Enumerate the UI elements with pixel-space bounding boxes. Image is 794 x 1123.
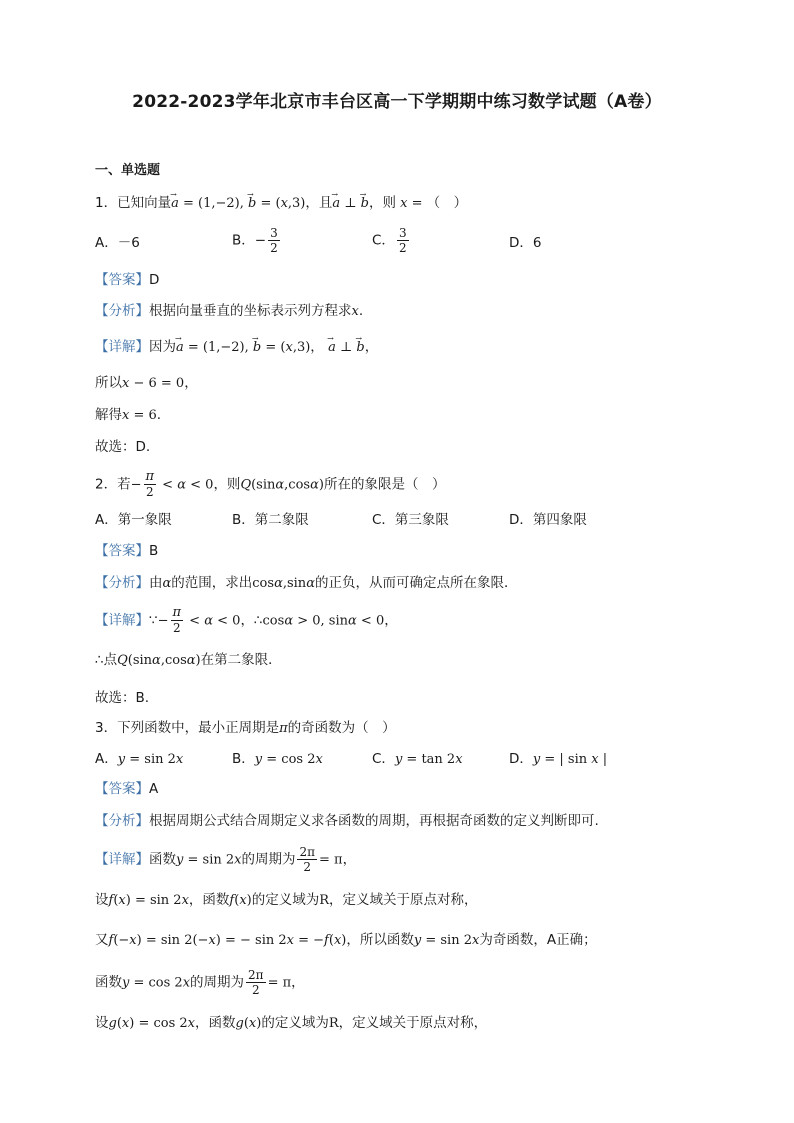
q3-option-b: B．y = cos 2x <box>232 751 323 767</box>
q1-option-c: C． $\frac{3}{2}$ <box>372 226 407 255</box>
q2-option-a: A．第一象限 <box>95 512 172 528</box>
q1-detail-line-2: 所以x − 6 = 0， <box>95 375 198 391</box>
q3-option-d: D．y = | sin x | <box>509 751 608 767</box>
section-heading: 一、单选题 <box>95 163 161 178</box>
q1-detail-line-3: 解得x = 6. <box>95 407 162 423</box>
q2-option-b: B．第二象限 <box>232 512 309 528</box>
q3-detail: 【详解】函数y = sin 2x的周期为 $\frac{2\pi}{2}$ = π， <box>95 845 357 874</box>
q2-conclusion: ∴点Q(sinα,cosα)在第二象限． <box>95 652 282 668</box>
q3-answer: 【答案】A <box>95 781 159 797</box>
q2-analysis: 【分析】由α的范围，求出cosα,sinα的正负，从而可确定点所在象限． <box>95 575 518 591</box>
q1-option-d: D．6 <box>509 235 542 251</box>
q3-analysis: 【分析】根据周期公式结合周期定义求各函数的周期，再根据奇函数的定义判断即可. <box>95 813 599 829</box>
q1-answer: 【答案】D <box>95 272 160 288</box>
q1-detail: 【详解】因为→ a = (1,−2), → b = (x,3)， → a ⊥ → b， <box>95 337 378 358</box>
question-2-stem: 2．若− $\frac{\pi}{2}$ < α < 0，则Q(sinα,cosα)所在的象限是（ ） <box>95 469 446 499</box>
q2-choose: 故选：B. <box>95 690 150 706</box>
q3-detail-line-2: 设f(x) = sin 2x，函数f(x)的定义域为R，定义域关于原点对称， <box>95 892 478 908</box>
q2-detail: 【详解】∵− $\frac{\pi}{2}$ < α < 0，∴cosα > 0, sinα < 0， <box>95 605 398 635</box>
q1-choose: 故选：D. <box>95 439 151 455</box>
page-title: 2022-2023学年北京市丰台区高一下学期期中练习数学试题（A卷） <box>132 92 662 112</box>
q2-option-d: D．第四象限 <box>509 512 587 528</box>
q3-detail-line-4: 函数y = cos 2x的周期为 $\frac{2\pi}{2}$ = π， <box>95 968 305 997</box>
q3-option-a: A．y = sin 2x <box>95 751 184 767</box>
q1-option-a: A．－6 <box>95 235 140 251</box>
question-3-stem: 3．下列函数中，最小正周期是π的奇函数为（ ） <box>95 720 396 736</box>
question-1-stem: 1．已知向量→ a = (1,−2), → b = (x,3)，且→ a ⊥ → b，则 x = （ ） <box>95 193 467 214</box>
q3-option-c: C．y = tan 2x <box>372 751 463 767</box>
q1-option-b: B．− $\frac{3}{2}$ <box>232 226 278 255</box>
q3-detail-line-3: 又f(−x) = sin 2(−x) = − sin 2x = −f(x)，所以函数y = sin 2x为奇函数，A正确； <box>95 932 597 948</box>
q3-detail-line-5: 设g(x) = cos 2x，函数g(x)的定义域为R，定义域关于原点对称， <box>95 1015 488 1031</box>
q2-answer: 【答案】B <box>95 543 159 559</box>
q1-analysis: 【分析】根据向量垂直的坐标表示列方程求x. <box>95 303 364 319</box>
q2-option-c: C．第三象限 <box>372 512 449 528</box>
